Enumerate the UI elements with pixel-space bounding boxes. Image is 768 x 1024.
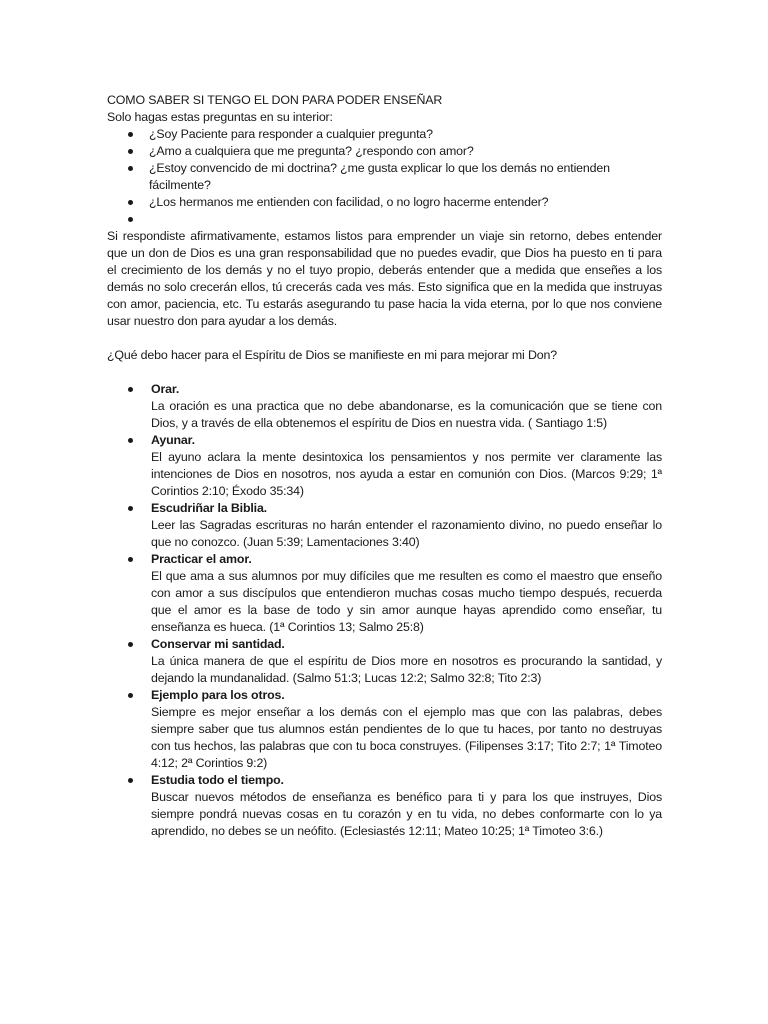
step-text: Siempre es mejor enseñar a los demás con el ejemplo mas que con las palabras, debes siempre saber que tus alumnos están pendientes de lo que tu haces, por tanto no destruyas con tus hechos, las palabras que con tu boca construyes. (Filipenses 3:17; Tito 2:7; 1ª Timoteo 4:12; 2ª Corintios 9:2) — [151, 705, 662, 770]
step-item — [107, 500, 662, 551]
step-title: Ejemplo para los otros. — [151, 688, 285, 702]
bullet-icon — [128, 438, 133, 443]
step-text: Leer las Sagradas escrituras no harán entender el razonamiento divino, no puedo enseñar lo que no conozco. (Juan 5:39; Lamentaciones 3:40) — [151, 518, 662, 549]
step-text: El que ama a sus alumnos por muy difíciles que me resulten es como el maestro que enseño con amor a sus discípulos que entendieron muchas cosas mucho tiempo después, recuerda que el amor es la base de todo y sin amor aunque hayas aprendido como enseñar, tu enseñanza es hueca. (1ª Corintios 13; Salmo 25:8) — [151, 569, 662, 634]
step-item — [107, 772, 662, 840]
question-text: ¿Los hermanos me entienden con facilidad, o no logro hacerme entender? — [149, 195, 549, 209]
step-text: La única manera de que el espíritu de Dios more en nosotros es procurando la santidad, y dejando la mundanalidad. (Salmo 51:3; Lucas 12:2; Salmo 32:8; Tito 2:3) — [151, 654, 662, 685]
question-item — [107, 194, 662, 211]
step-item — [107, 551, 662, 636]
question-item — [107, 126, 662, 143]
bullet-icon — [128, 778, 133, 783]
step-title: Conservar mi santidad. — [151, 637, 285, 651]
step-text: La oración es una practica que no debe abandonarse, es la comunicación que se tiene con Dios, y a través de ella obtenemos el espíritu de Dios en nuestra vida. ( Santiago 1:5) — [151, 399, 662, 430]
bullet-icon — [128, 506, 133, 511]
step-title: Escudriñar la Biblia. — [151, 501, 267, 515]
step-title: Ayunar. — [151, 433, 195, 447]
bullet-icon — [128, 217, 133, 222]
bullet-icon — [128, 200, 133, 205]
document-title: COMO SABER SI TENGO EL DON PARA PODER ENSEÑAR — [107, 93, 443, 107]
question-text: ¿Soy Paciente para responder a cualquier pregunta? — [149, 127, 433, 141]
bullet-icon — [128, 149, 133, 154]
bullet-icon — [128, 387, 133, 392]
spacer — [107, 330, 662, 347]
step-item — [107, 687, 662, 772]
bullet-icon — [128, 132, 133, 137]
document-body — [107, 92, 662, 840]
bullet-icon — [128, 166, 133, 171]
question-text: ¿Estoy convencido de mi doctrina? ¿me gusta explicar lo que los demás no entienden fácilmente? — [149, 161, 610, 192]
step-text: El ayuno aclara la mente desintoxica los pensamientos y nos permite ver claramente las intenciones de Dios en nosotros, nos ayuda a estar en comunión con Dios. (Marcos 9:29; 1ª Corintios 2:10; Éxodo 35:34) — [151, 450, 662, 498]
question-item — [107, 143, 662, 160]
question-item — [107, 160, 662, 194]
bullet-icon — [128, 557, 133, 562]
question-item — [107, 211, 662, 228]
question-text: ¿Amo a cualquiera que me pregunta? ¿respondo con amor? — [149, 144, 474, 158]
bullet-icon — [128, 642, 133, 647]
body-paragraph: Si respondiste afirmativamente, estamos listos para emprender un viaje sin retorno, debes entender que un don de Dios es una gran responsabilidad que no puedes evadir, que Dios ha puesto en ti para el crecimiento de los demás y no el tuyo propio, deberás entender que a medida que enseñes a los demás no solo crecerán ellos, tú crecerás cada ves más. Esto significa que en la medida que instruyas con amor, paciencia, etc. Tu estarás asegurando tu pase hacia la vida eterna, por lo que nos conviene usar nuestro don para ayudar a los demás. — [107, 229, 662, 328]
step-title: Orar. — [151, 382, 180, 396]
bullet-icon — [128, 693, 133, 698]
step-text: Buscar nuevos métodos de enseñanza es benéfico para ti y para los que instruyes, Dios siempre pondrá nuevas cosas en tu corazón y en tu vida, no debes conformarte con lo ya aprendido, no debes se un neófito. (Eclesiastés 12:11; Mateo 10:25; 1ª Timoteo 3:6.) — [151, 790, 662, 838]
step-title: Practicar el amor. — [151, 552, 252, 566]
step-title: Estudia todo el tiempo. — [151, 773, 284, 787]
step-item — [107, 432, 662, 500]
step-item — [107, 636, 662, 687]
intro-line: Solo hagas estas preguntas en su interior: — [107, 110, 333, 124]
step-item — [107, 381, 662, 432]
steps-list — [107, 381, 662, 840]
questions-list — [107, 126, 662, 228]
section-question: ¿Qué debo hacer para el Espíritu de Dios se manifieste en mi para mejorar mi Don? — [107, 348, 557, 362]
